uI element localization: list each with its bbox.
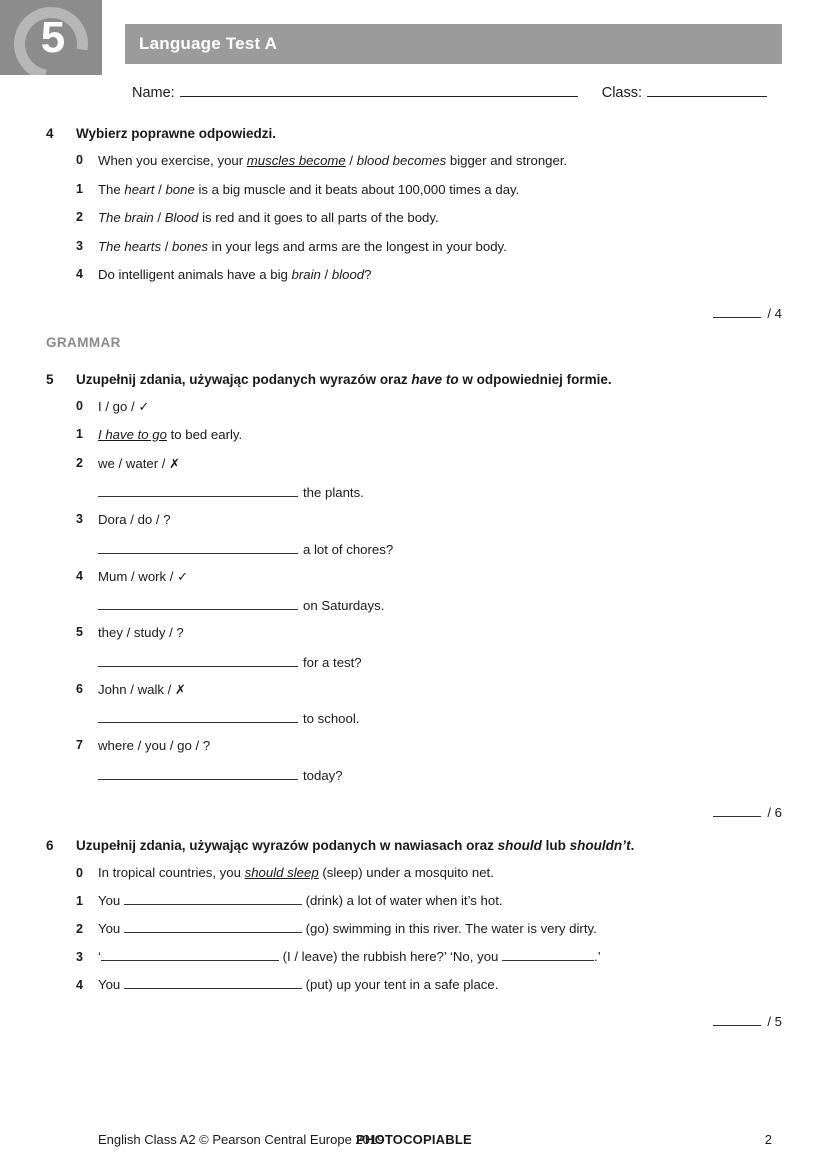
- exercise-6-items: [0, 865, 828, 992]
- list-item: [0, 625, 828, 642]
- item-number: 2: [76, 921, 83, 936]
- list-item: [0, 976, 828, 992]
- page-title: Language Test A: [139, 34, 278, 53]
- item-text: [98, 920, 828, 936]
- list-item: [0, 569, 828, 586]
- item-prompt: John / walk / ✗: [98, 681, 187, 697]
- answer-blank[interactable]: [98, 484, 298, 497]
- item-suffix: (go) swimming in this river. The water is very dirty.: [305, 920, 597, 936]
- item-number: 4: [76, 568, 83, 583]
- item-suffix: (drink) a lot of water when it’s hot.: [305, 892, 503, 908]
- list-item: [0, 682, 828, 699]
- list-item: [0, 865, 828, 880]
- section-title-grammar: GRAMMAR: [46, 334, 121, 350]
- answer-row: [0, 597, 828, 613]
- item-prompt: where / you / go / ?: [98, 738, 211, 753]
- answer-row: [0, 541, 828, 557]
- exercise-4-heading: [0, 126, 828, 141]
- item-number: 0: [76, 153, 83, 167]
- exercise-4-number: 4: [46, 126, 54, 141]
- item-suffix: (I / leave) the rubbish here?’ ‘No, you: [282, 948, 503, 964]
- item-text: The heart / bone is a big muscle and it beats about 100,000 times a day.: [98, 181, 520, 197]
- answer-blank[interactable]: [98, 710, 298, 723]
- unit-badge: [0, 0, 102, 75]
- exercise-4-score: [0, 306, 828, 321]
- item-text: When you exercise, your muscles become / blood becomes bigger and stronger.: [98, 153, 568, 168]
- answer-suffix: on Saturdays.: [303, 598, 385, 613]
- exercise-6-heading: [0, 838, 828, 853]
- exercise-6-score: [0, 1014, 828, 1029]
- item-number: 4: [76, 977, 83, 992]
- exercise-5-items: [0, 399, 828, 783]
- item-example-answer: I have to go to bed early.: [98, 427, 243, 442]
- exercise-5-instruction: Uzupełnij zdania, używając podanych wyrazów oraz have to w odpowiedniej formie.: [76, 371, 612, 387]
- list-item: [0, 153, 828, 170]
- exercise-5-heading: [0, 372, 828, 387]
- answer-blank[interactable]: [101, 948, 279, 961]
- answer-row: [0, 710, 828, 726]
- item-number: 3: [76, 512, 83, 526]
- class-label: Class:: [601, 85, 643, 101]
- item-number: 0: [76, 398, 83, 413]
- item-text: [98, 892, 828, 908]
- list-item: [0, 239, 828, 256]
- exercise-5: [0, 372, 828, 820]
- list-item: [0, 456, 828, 473]
- exercise-5-number: 5: [46, 371, 54, 387]
- answer-suffix: to school.: [303, 711, 360, 726]
- item-number: 7: [76, 738, 83, 752]
- item-prefix: You: [98, 976, 124, 992]
- list-item: [0, 267, 828, 284]
- answer-suffix: for a test?: [303, 654, 362, 670]
- exercise-4-instruction: Wybierz poprawne odpowiedzi.: [76, 126, 277, 141]
- answer-blank[interactable]: [124, 976, 302, 989]
- item-prompt: I / go / ✓: [98, 398, 150, 414]
- list-item: [0, 892, 828, 908]
- page-number: 2: [764, 1132, 772, 1147]
- exercise-5-score: [0, 805, 828, 820]
- score-input-line[interactable]: [713, 306, 761, 318]
- list-item: [0, 948, 828, 964]
- photocopiable-label: PHOTOCOPIABLE: [356, 1132, 472, 1147]
- answer-suffix: a lot of chores?: [303, 541, 394, 557]
- item-prefix: You: [98, 920, 124, 936]
- item-number: 1: [76, 427, 83, 441]
- item-text: [98, 948, 828, 964]
- unit-number: 5: [40, 12, 66, 62]
- exercise-6-number: 6: [46, 837, 54, 853]
- exercise-4: [0, 126, 828, 321]
- name-input-line[interactable]: [180, 84, 578, 97]
- item-suffix-2: .’: [594, 948, 601, 964]
- answer-blank[interactable]: [124, 920, 302, 933]
- item-prompt: we / water / ✗: [98, 455, 181, 471]
- name-label: Name:: [132, 85, 175, 101]
- answer-suffix: today?: [303, 767, 343, 783]
- item-prompt: Dora / do / ?: [98, 512, 171, 527]
- item-number: 2: [76, 210, 83, 224]
- score-total: / 6: [767, 804, 782, 820]
- list-item: [0, 512, 828, 529]
- item-number: 2: [76, 455, 83, 470]
- copyright-text: English Class A2 © Pearson Central Europe 2019: [98, 1132, 385, 1147]
- item-number: 3: [76, 949, 83, 964]
- list-item: [0, 210, 828, 227]
- page-header: [0, 0, 828, 75]
- answer-row: [0, 767, 828, 783]
- answer-blank[interactable]: [98, 541, 298, 554]
- score-total: / 5: [767, 1013, 782, 1029]
- item-number: 4: [76, 267, 83, 281]
- item-prefix: In tropical countries, you: [98, 864, 245, 880]
- score-total: / 4: [767, 305, 782, 321]
- page-footer: [0, 1132, 828, 1147]
- list-item: [0, 182, 828, 199]
- test-title-bar: [125, 24, 782, 64]
- exercise-6-instruction: Uzupełnij zdania, używając wyrazów podanych w nawiasach oraz should lub shouldn’t.: [76, 837, 635, 853]
- class-input-line[interactable]: [647, 84, 767, 97]
- item-text: The brain / Blood is red and it goes to all parts of the body.: [98, 210, 439, 225]
- answer-blank[interactable]: [98, 597, 298, 610]
- page-content: [0, 126, 828, 1029]
- item-number: 0: [76, 865, 83, 880]
- item-example-answer: should sleep: [244, 864, 319, 880]
- item-prefix: ‘: [98, 948, 101, 964]
- item-number: 1: [76, 893, 83, 908]
- answer-blank-second[interactable]: [502, 948, 594, 961]
- item-suffix: (sleep) under a mosquito net.: [318, 864, 494, 880]
- answer-row: [0, 484, 828, 500]
- item-text: [98, 976, 828, 992]
- item-number: 3: [76, 238, 83, 253]
- answer-blank[interactable]: [124, 892, 302, 905]
- item-number: 6: [76, 681, 83, 696]
- answer-suffix: the plants.: [303, 485, 364, 500]
- item-suffix: (put) up your tent in a safe place.: [305, 976, 499, 992]
- list-item: [0, 920, 828, 936]
- list-item: [0, 738, 828, 755]
- answer-blank[interactable]: [98, 654, 298, 667]
- exercise-4-items: [0, 153, 828, 284]
- item-text: [98, 865, 828, 880]
- answer-row: [0, 654, 828, 670]
- item-text: Do intelligent animals have a big brain / blood?: [98, 267, 372, 282]
- item-prompt: Mum / work / ✓: [98, 568, 189, 584]
- list-item: [0, 399, 828, 416]
- score-input-line[interactable]: [713, 805, 761, 817]
- exercise-6: [0, 838, 828, 1029]
- score-input-line[interactable]: [713, 1014, 761, 1026]
- list-item: [0, 427, 828, 444]
- item-text: The hearts / bones in your legs and arms are the longest in your body.: [98, 238, 507, 254]
- item-number: 1: [76, 181, 83, 196]
- answer-blank[interactable]: [98, 767, 298, 780]
- item-prefix: You: [98, 892, 124, 908]
- item-prompt: they / study / ?: [98, 625, 184, 640]
- student-id-line: [132, 84, 782, 101]
- item-number: 5: [76, 625, 83, 639]
